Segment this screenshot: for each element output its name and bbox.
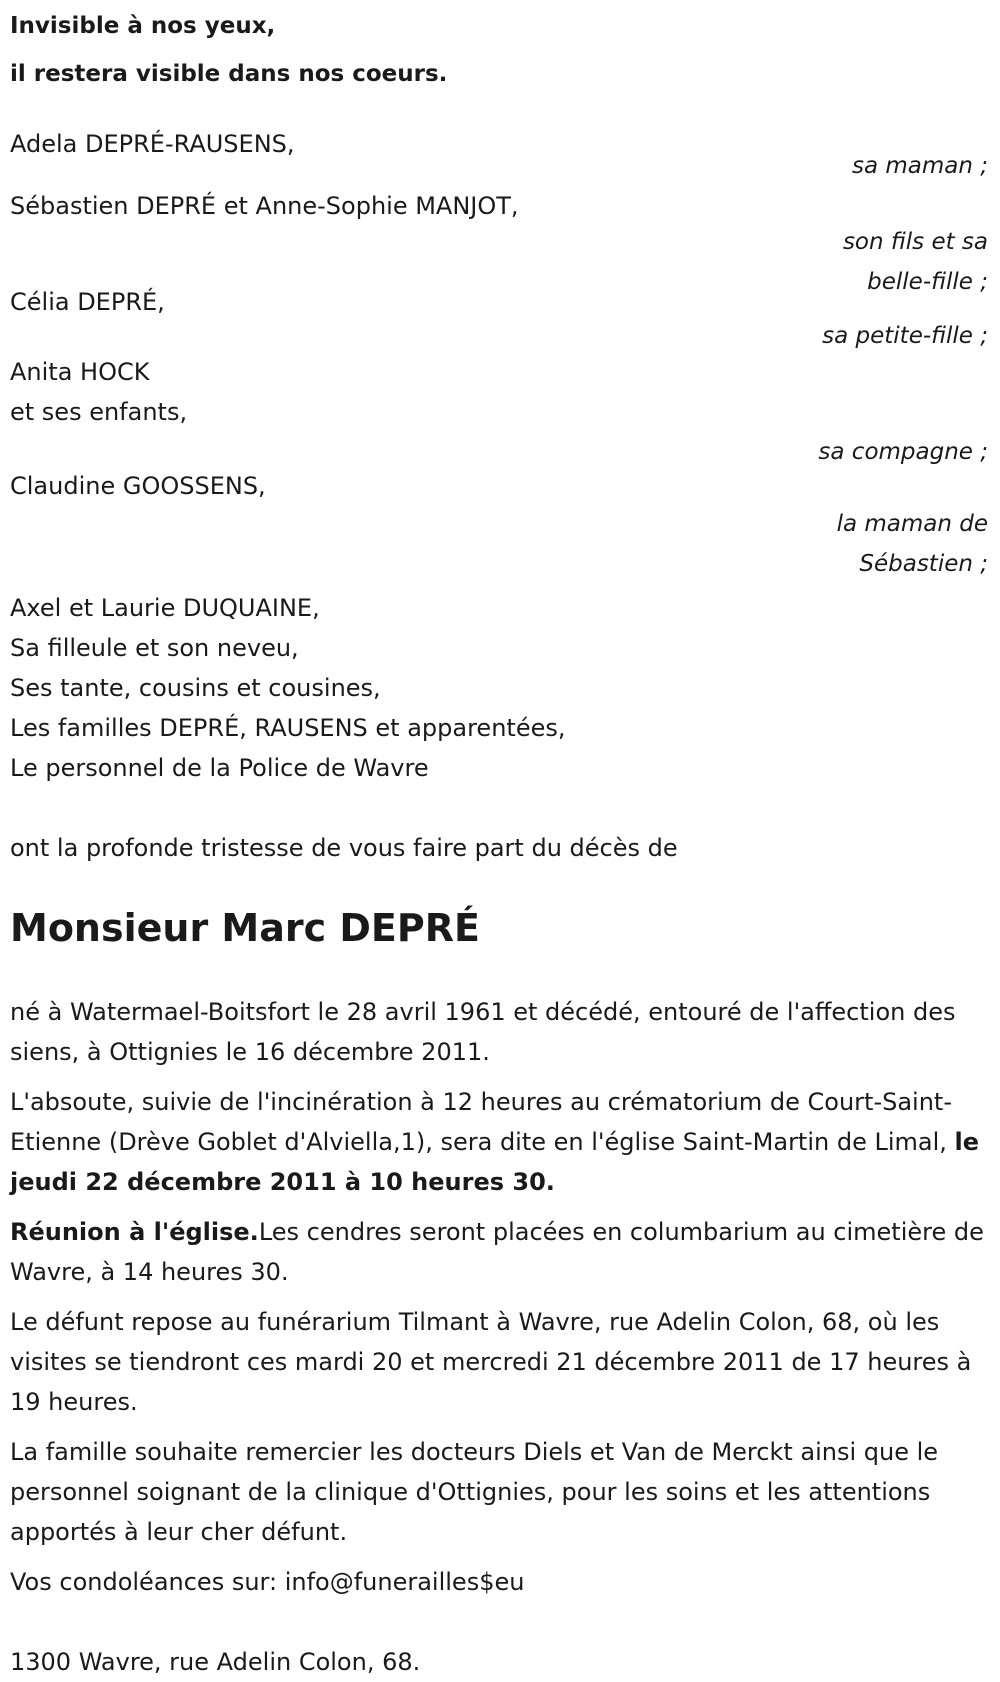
deceased-name: Monsieur Marc DEPRÉ (10, 906, 480, 950)
family-name: Célia DEPRÉ, (10, 288, 165, 316)
family-relation: sa maman ; (851, 153, 988, 179)
family-name: Anita HOCK (10, 358, 150, 386)
epigraph (10, 2, 990, 98)
obituary-body (10, 992, 990, 1602)
extra-family-list (10, 588, 990, 788)
obituary-notice (10, 0, 990, 1682)
reunion-text: Les cendres seront placées en columbarium au cimetière de Wavre, à 14 heures 30. (10, 1218, 984, 1286)
extra-family-line: Axel et Laurie DUQUAINE, (10, 594, 320, 622)
extra-family-line: Ses tante, cousins et cousines, (10, 674, 381, 702)
condolences-paragraph: Vos condoléances sur: info@funerailles$eu (10, 1568, 525, 1596)
family-relation: Sébastien ; (859, 551, 988, 577)
epigraph-line-2: il restera visible dans nos coeurs. (10, 61, 448, 87)
family-entry (10, 282, 990, 356)
family-relation: belle-fille ; (867, 269, 988, 295)
family-name: et ses enfants, (10, 398, 188, 426)
visitation-paragraph: Le défunt repose au funérarium Tilmant à Wavre, rue Adelin Colon, 68, où les visites se tiendront ces mardi 20 et mercredi 21 décembre 2011 de 17 heures à 19 heures. (10, 1308, 972, 1416)
announcement: ont la profonde tristesse de vous faire part du décès de (10, 834, 678, 862)
extra-family-line: Le personnel de la Police de Wavre (10, 754, 429, 782)
family-relation: sa compagne ; (818, 439, 988, 465)
address: 1300 Wavre, rue Adelin Colon, 68. (10, 1648, 421, 1676)
ceremony-date: le jeudi 22 décembre 2011 à 10 heures 30. (10, 1128, 980, 1196)
family-relation: la maman de (836, 511, 988, 537)
family-relation: son fils et sa (842, 229, 988, 255)
family-list (10, 124, 990, 584)
family-name: Adela DEPRÉ-RAUSENS, (10, 130, 295, 158)
extra-family-line: Les familles DEPRÉ, RAUSENS et apparentées, (10, 714, 566, 742)
family-entry (10, 466, 990, 584)
family-entry (10, 124, 990, 186)
ceremony-paragraph (10, 1082, 990, 1202)
extra-family-line: Sa filleule et son neveu, (10, 634, 299, 662)
thanks-paragraph: La famille souhaite remercier les docteurs Diels et Van de Merckt ainsi que le personnel soignant de la clinique d'Ottignies, pour les soins et les attentions apportés à leur cher défunt. (10, 1438, 939, 1546)
epigraph-line-1: Invisible à nos yeux, (10, 13, 276, 39)
reunion-title: Réunion à l'église. (10, 1218, 259, 1246)
ceremony-text: L'absoute, suivie de l'incinération à 12 heures au crématorium de Court-Saint-Etienne (Drève Goblet d'Alviella,1), sera dite en l'église Saint-Martin de Limal, (10, 1088, 955, 1156)
family-name: Sébastien DEPRÉ et Anne-Sophie MANJOT, (10, 192, 519, 220)
family-name: Claudine GOOSSENS, (10, 472, 266, 500)
family-entry (10, 352, 990, 472)
reunion-paragraph (10, 1212, 990, 1292)
birth-death-paragraph: né à Watermael-Boitsfort le 28 avril 1961 et décédé, entouré de l'affection des siens, à Ottignies le 16 décembre 2011. (10, 998, 956, 1066)
family-relation: sa petite-fille ; (822, 323, 988, 349)
